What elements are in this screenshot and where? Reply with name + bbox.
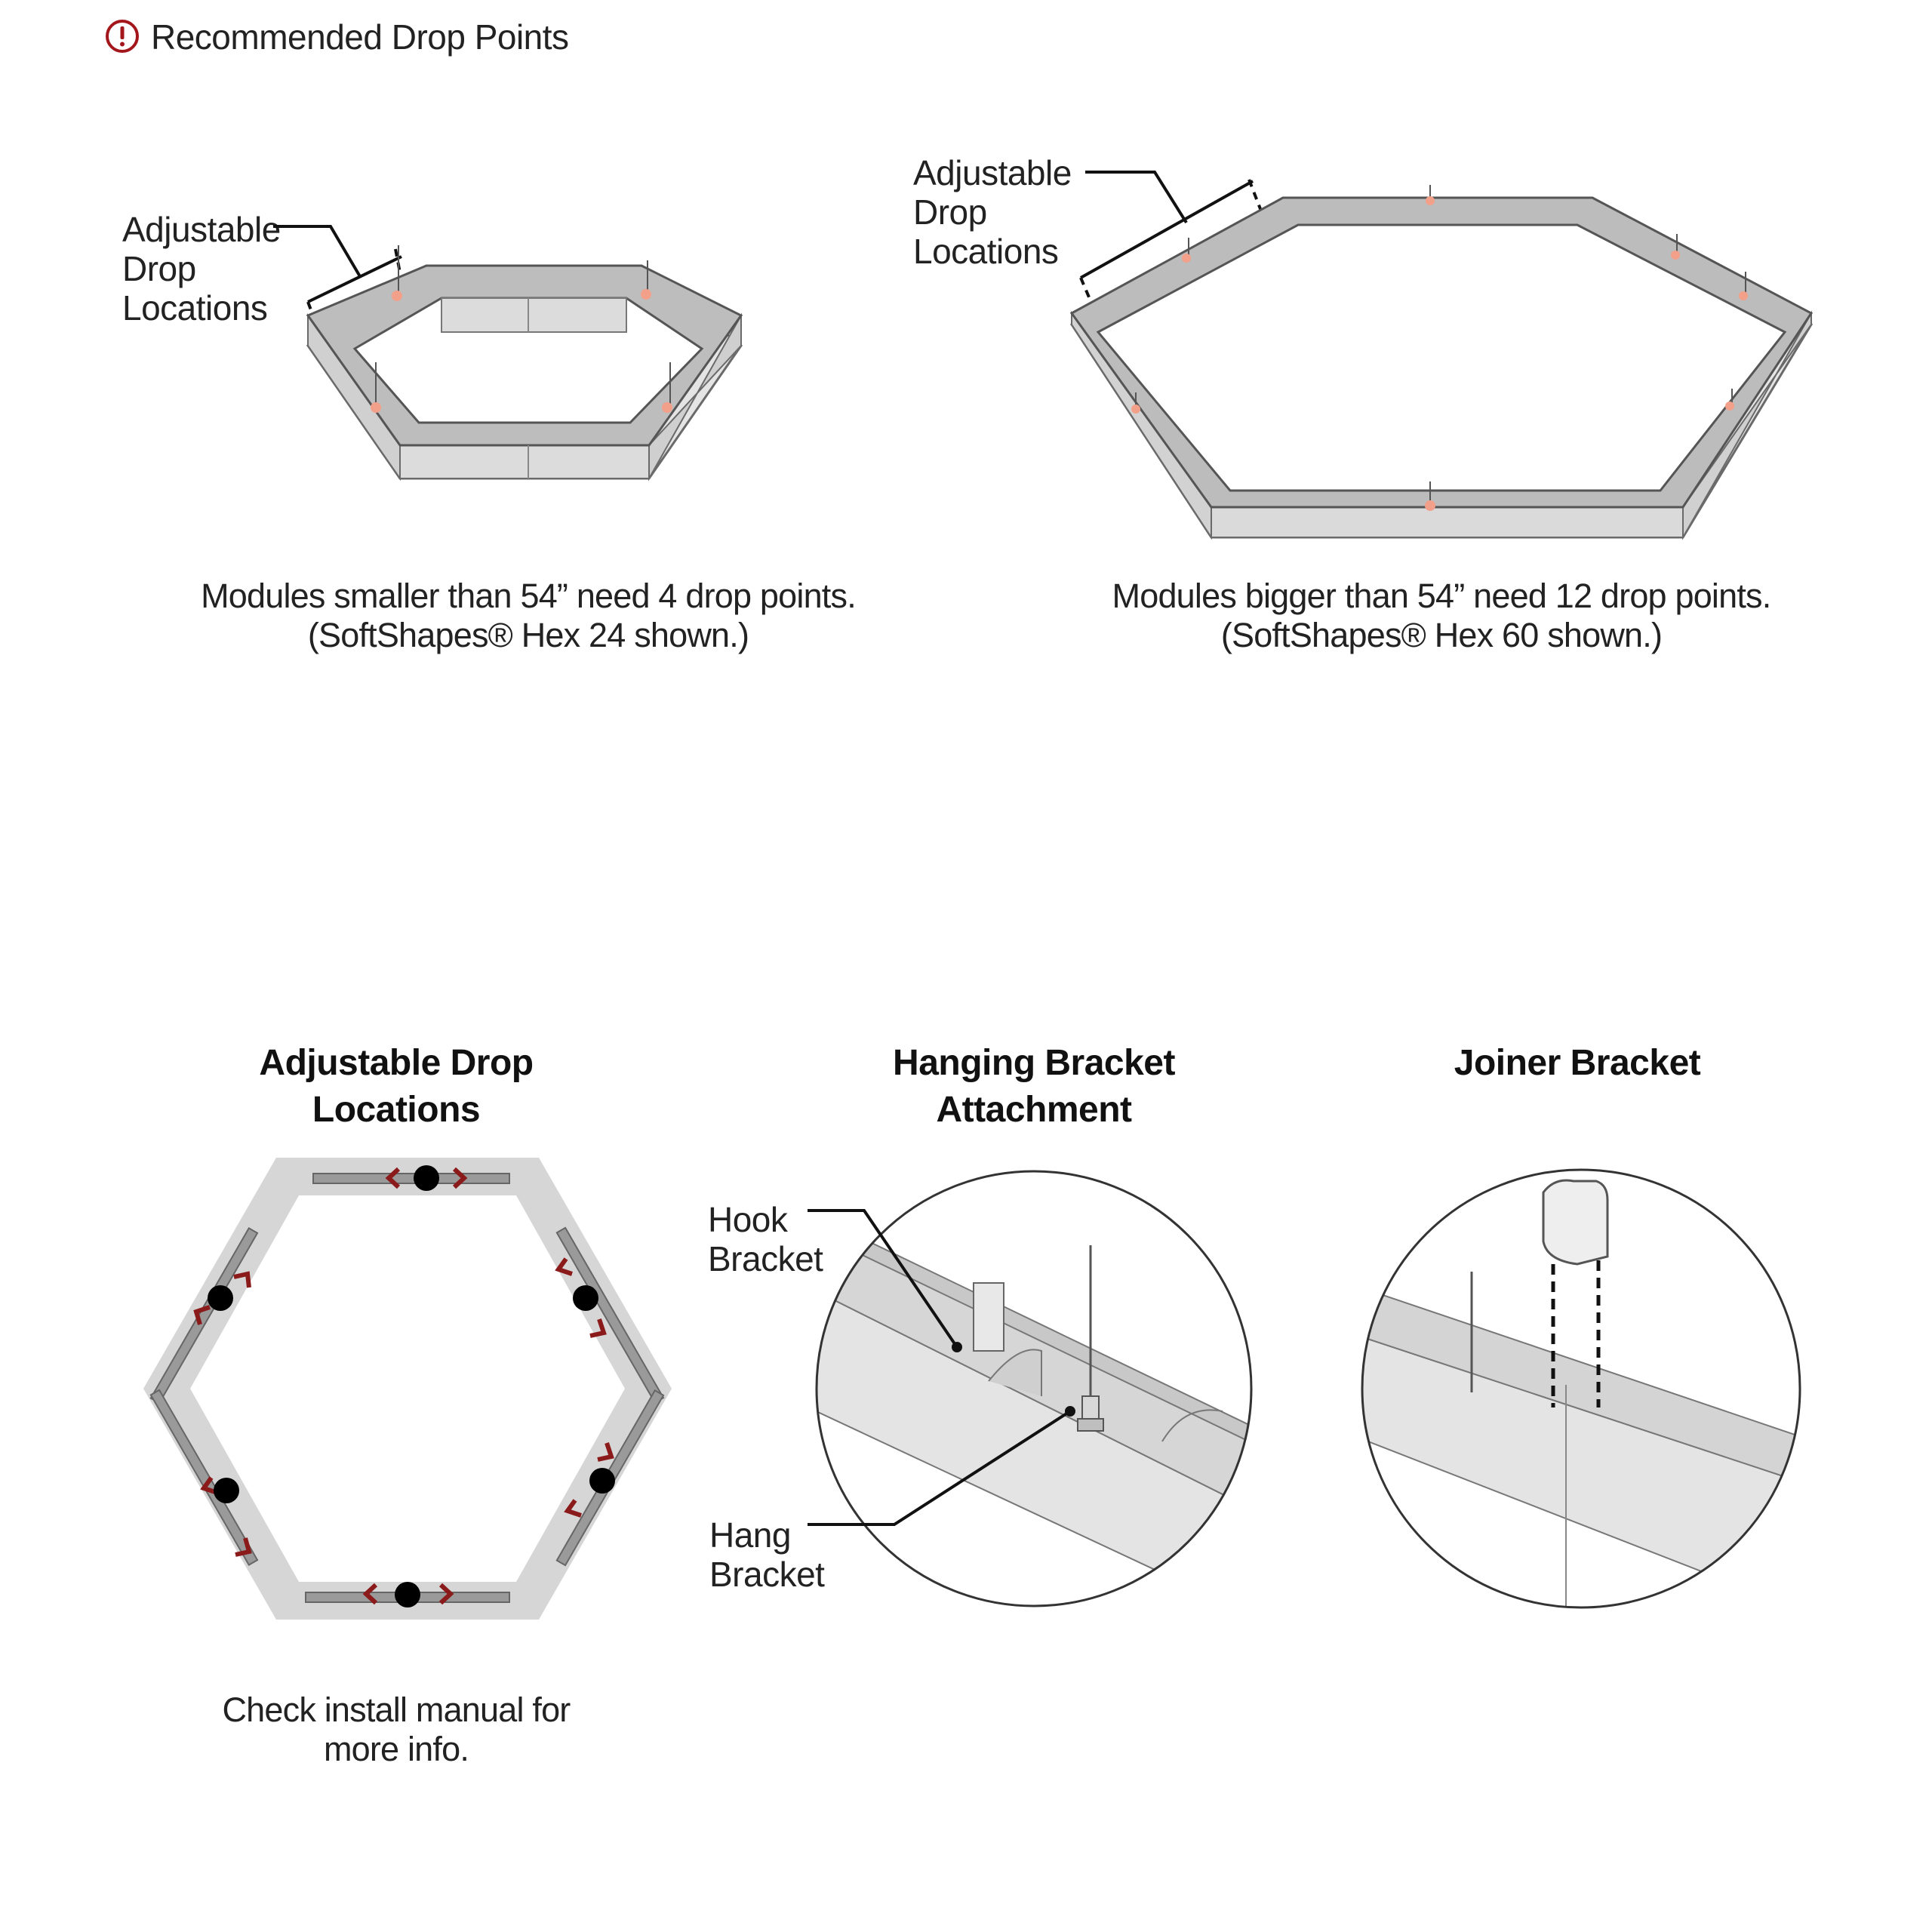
- joiner-bracket-heading: Joiner Bracket: [1454, 1043, 1701, 1083]
- install-manual-note: Check install manual for more info.: [222, 1690, 571, 1768]
- adjustable-drop-callout-small: Adjustable Drop Locations: [122, 210, 281, 328]
- page-title: Recommended Drop Points: [151, 17, 569, 57]
- hanging-bracket-heading: Hanging Bracket Attachment: [893, 1043, 1175, 1130]
- adjustable-drop-callout-large: Adjustable Drop Locations: [913, 153, 1072, 271]
- joiner-bracket-detail: [1358, 1166, 1804, 1611]
- hang-bracket-label: Hang Bracket: [709, 1515, 825, 1594]
- large-module-caption: Modules bigger than 54” need 12 drop points. (SoftShapes® Hex 60 shown.): [1112, 577, 1771, 654]
- hook-bracket-label: Hook Bracket: [708, 1200, 823, 1278]
- drop-locations-heading: Adjustable Drop Locations: [259, 1043, 534, 1130]
- small-module-caption: Modules smaller than 54” need 4 drop points. (SoftShapes® Hex 24 shown.): [201, 577, 856, 654]
